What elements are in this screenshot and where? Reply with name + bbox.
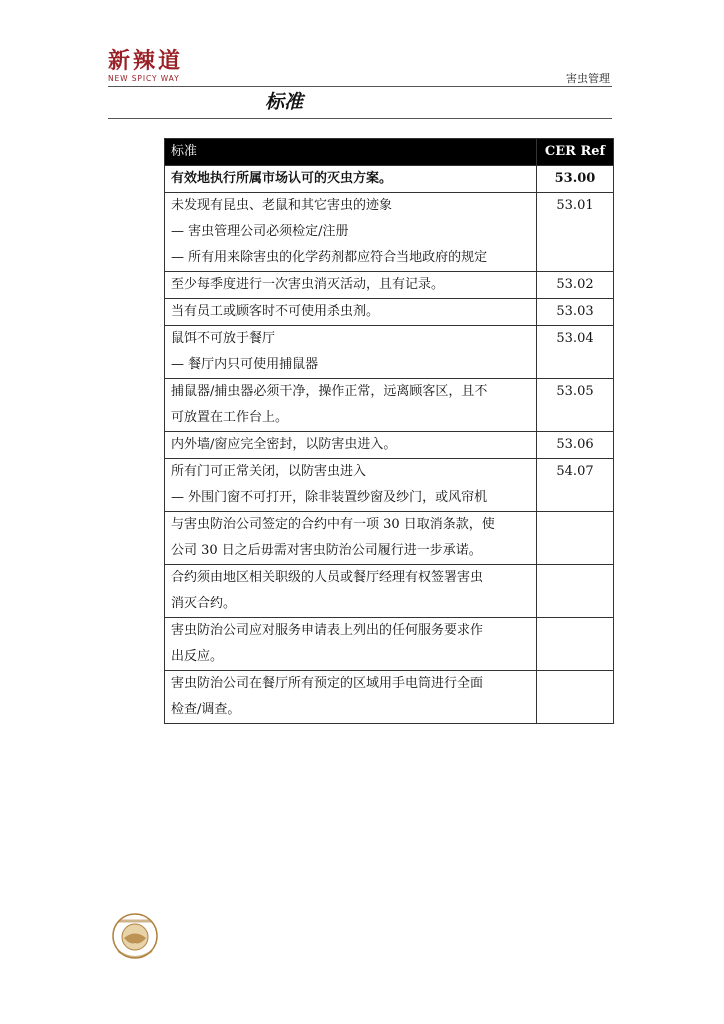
- table-row: [165, 326, 614, 379]
- standard-line: 害虫防治公司在餐厅所有预定的区域用手电筒进行全面: [171, 676, 484, 691]
- table-row: [165, 299, 614, 326]
- standard-line: 与害虫防治公司签定的合约中有一项 30 日取消条款，使: [171, 517, 495, 532]
- table-row: [165, 193, 614, 272]
- table-row: [165, 166, 614, 193]
- table-row: [165, 512, 614, 565]
- brand-logo: [108, 50, 220, 83]
- cer-ref: 54.07: [537, 459, 614, 512]
- cer-ref: 53.03: [537, 299, 614, 326]
- cer-ref: 53.05: [537, 379, 614, 432]
- section-title: 害虫管理: [566, 72, 610, 85]
- cer-ref: 53.04: [537, 326, 614, 379]
- table-row: [165, 618, 614, 671]
- page-title: 标准: [265, 91, 304, 113]
- standard-line: 合约须由地区相关职级的人员或餐厅经理有权签署害虫: [171, 570, 484, 585]
- cer-ref: [537, 671, 614, 724]
- table-row: [165, 459, 614, 512]
- standard-line: — 餐厅内只可使用捕鼠器: [171, 357, 319, 372]
- standard-line: 公司 30 日之后毋需对害虫防治公司履行进一步承诺。: [171, 543, 482, 558]
- standard-line: 至少每季度进行一次害虫消灭活动，且有记录。: [171, 277, 445, 292]
- standard-line: 捕鼠器/捕虫器必须干净，操作正常，远离顾客区，且不: [171, 384, 488, 399]
- cer-ref: [537, 565, 614, 618]
- standard-text: [165, 193, 537, 272]
- cer-ref: 53.06: [537, 432, 614, 459]
- table-row: [165, 272, 614, 299]
- standard-line: — 所有用来除害虫的化学药剂都应符合当地政府的规定: [171, 250, 488, 265]
- standard-text: [165, 512, 537, 565]
- standard-text: [165, 671, 537, 724]
- standard-line: 鼠饵不可放于餐厅: [171, 331, 276, 346]
- standard-line: 可放置在工作台上。: [171, 410, 289, 425]
- column-header-ref: CER Ref: [537, 139, 614, 166]
- standard-line: 有效地执行所属市场认可的灭虫方案。: [171, 171, 393, 186]
- standard-text: [165, 299, 537, 326]
- standard-line: 未发现有昆虫、老鼠和其它害虫的迹象: [171, 198, 393, 213]
- cer-ref: 53.01: [537, 193, 614, 272]
- standard-line: — 外围门窗不可打开，除非装置纱窗及纱门，或风帘机: [171, 490, 488, 505]
- standard-line: — 害虫管理公司必须检定/注册: [171, 224, 349, 239]
- standard-text: [165, 166, 537, 193]
- standard-line: 当有员工或顾客时不可使用杀虫剂。: [171, 304, 380, 319]
- standard-text: [165, 565, 537, 618]
- stamp-seal-icon: [104, 905, 166, 971]
- column-header-standard: 标准: [165, 139, 537, 166]
- standard-line: 所有门可正常关闭，以防害虫进入: [171, 464, 367, 479]
- standard-text: [165, 272, 537, 299]
- standard-text: [165, 326, 537, 379]
- cer-ref: [537, 618, 614, 671]
- title-rule: [108, 118, 612, 119]
- table-row: [165, 671, 614, 724]
- logo-chinese: 新辣道: [108, 49, 184, 74]
- standard-text: [165, 459, 537, 512]
- cer-ref: 53.00: [537, 166, 614, 193]
- cer-ref: [537, 512, 614, 565]
- standards-table: [164, 138, 614, 724]
- standard-line: 出反应。: [171, 649, 224, 664]
- standard-text: [165, 432, 537, 459]
- header-rule: [108, 86, 612, 87]
- standard-text: [165, 379, 537, 432]
- logo-english: NEW SPICY WAY: [108, 74, 180, 83]
- table-row: [165, 379, 614, 432]
- table-row: [165, 432, 614, 459]
- standard-line: 内外墙/窗应完全密封，以防害虫进入。: [171, 437, 397, 452]
- standard-text: [165, 618, 537, 671]
- standard-line: 害虫防治公司应对服务申请表上列出的任何服务要求作: [171, 623, 484, 638]
- standard-line: 消灭合约。: [171, 596, 237, 611]
- table-row: [165, 565, 614, 618]
- cer-ref: 53.02: [537, 272, 614, 299]
- standard-line: 检查/调查。: [171, 702, 241, 717]
- table-header-row: [165, 139, 614, 166]
